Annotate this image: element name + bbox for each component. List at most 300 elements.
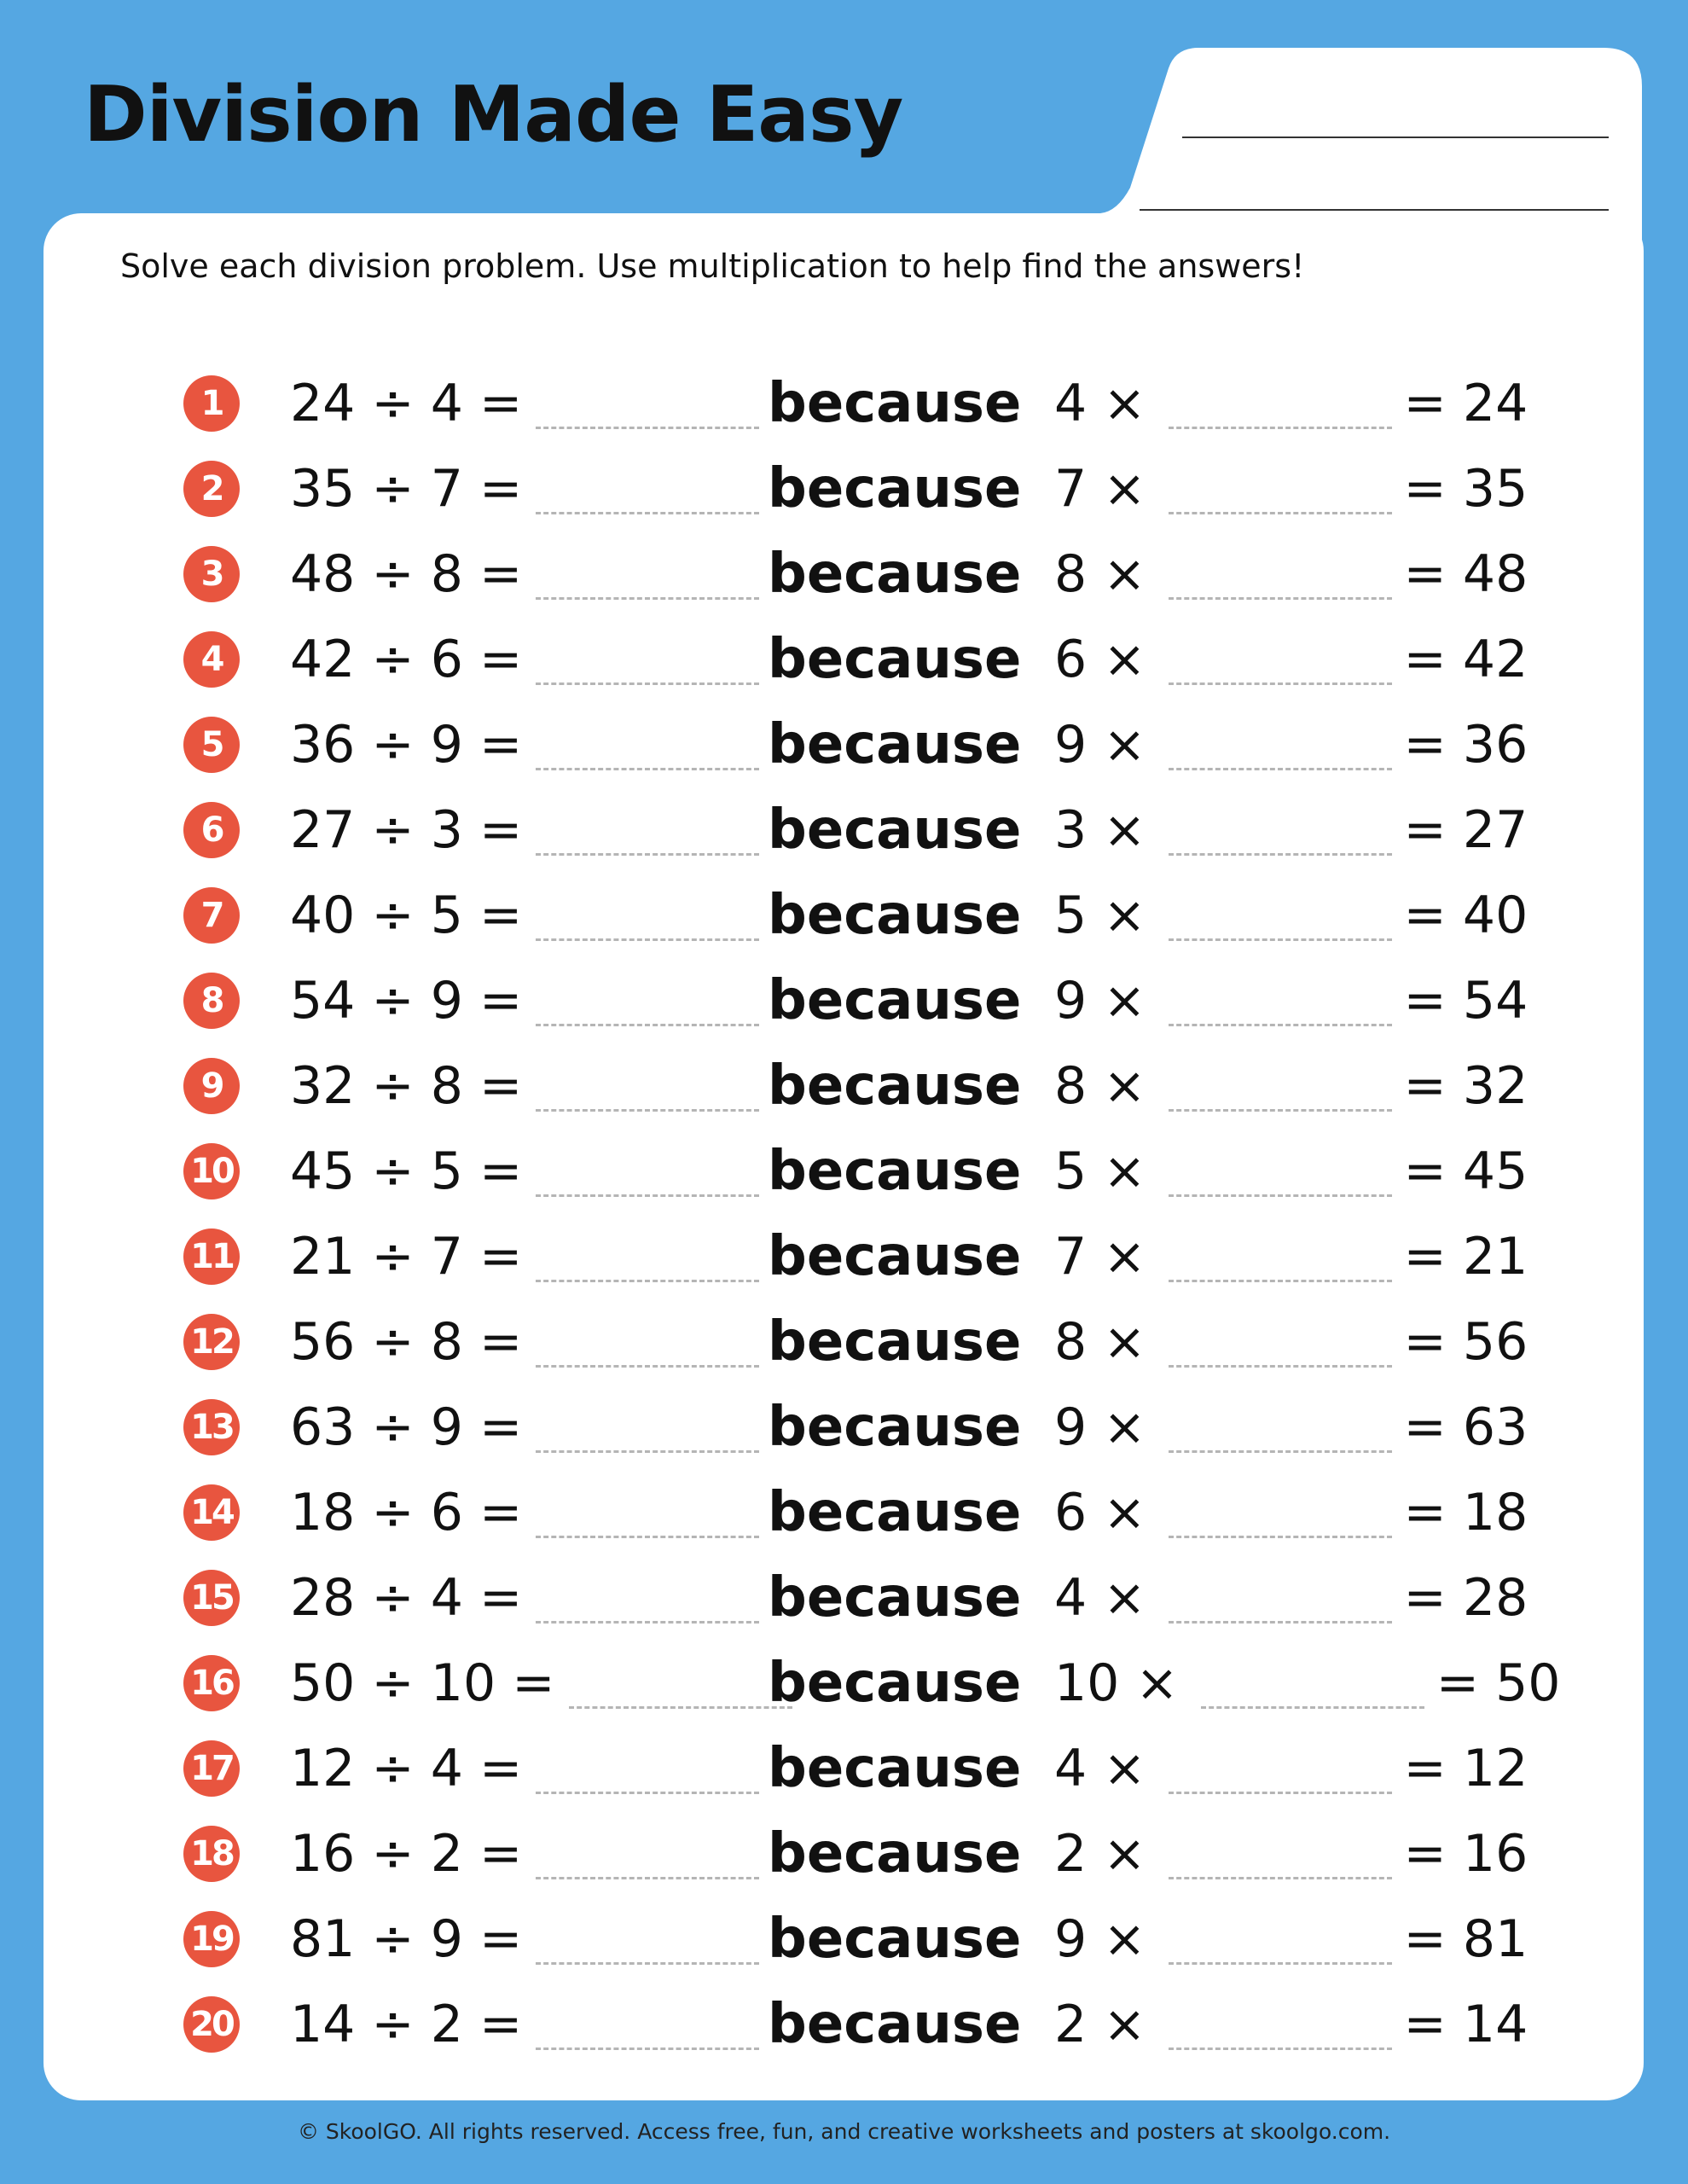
equals-sign: =	[1403, 1227, 1463, 1287]
multiplication-check	[1054, 531, 1528, 617]
equals-sign: =	[1403, 1739, 1463, 1798]
factor-answer-blank[interactable]	[1169, 549, 1392, 600]
divide-sign: ÷	[355, 971, 431, 1031]
times-sign: ×	[1087, 544, 1146, 604]
times-sign: ×	[1119, 1653, 1179, 1713]
product: 32	[1462, 1056, 1528, 1116]
equals-sign: =	[1403, 544, 1463, 604]
divisor: 7	[430, 1227, 463, 1287]
because-label: because	[768, 1310, 1022, 1374]
dividend: 56	[290, 1312, 356, 1372]
times-sign: ×	[1087, 1995, 1146, 2054]
equals-sign: =	[1403, 1397, 1463, 1457]
multiplication-check	[1054, 1555, 1528, 1641]
problem-number-badge: 15	[183, 1570, 240, 1626]
dividend: 63	[290, 1397, 356, 1457]
multiplier: 9	[1054, 1909, 1088, 1969]
product: 27	[1462, 800, 1528, 860]
quotient-answer-blank[interactable]	[536, 463, 759, 514]
multiplication-check	[1054, 787, 1528, 873]
division-expression	[290, 531, 759, 617]
factor-answer-blank[interactable]	[1201, 1658, 1424, 1709]
factor-answer-blank[interactable]	[1169, 1572, 1392, 1623]
because-label: because	[768, 1652, 1022, 1715]
quotient-answer-blank[interactable]	[536, 1572, 759, 1623]
quotient-answer-blank[interactable]	[536, 1402, 759, 1453]
problem-number-badge: 2	[183, 461, 240, 517]
divisor: 9	[430, 1397, 463, 1457]
divisor: 7	[430, 459, 463, 519]
multiplier: 6	[1054, 1483, 1088, 1542]
equals-sign: =	[462, 800, 523, 860]
product: 12	[1462, 1739, 1528, 1798]
problem-row	[0, 702, 1688, 787]
equals-sign: =	[1403, 800, 1463, 860]
product: 50	[1495, 1653, 1561, 1713]
problem-row	[0, 958, 1688, 1043]
equals-sign: =	[462, 1909, 523, 1969]
dividend: 81	[290, 1909, 356, 1969]
because-label: because	[768, 799, 1022, 862]
equals-sign: =	[462, 1483, 523, 1542]
because-label: because	[768, 1566, 1022, 1629]
problem-row	[0, 873, 1688, 958]
times-sign: ×	[1087, 800, 1146, 860]
division-expression	[290, 361, 759, 446]
times-sign: ×	[1087, 459, 1146, 519]
product: 63	[1462, 1397, 1528, 1457]
factor-answer-blank[interactable]	[1169, 1146, 1392, 1197]
product: 35	[1462, 459, 1528, 519]
divisor: 9	[430, 1909, 463, 1969]
divide-sign: ÷	[355, 374, 431, 433]
problem-number-badge: 13	[183, 1399, 240, 1455]
multiplication-check	[1054, 873, 1528, 958]
problem-row	[0, 361, 1688, 446]
divisor: 9	[430, 715, 463, 775]
times-sign: ×	[1087, 886, 1146, 945]
factor-answer-blank[interactable]	[1169, 719, 1392, 770]
dividend: 12	[290, 1739, 356, 1798]
multiplication-check	[1054, 361, 1528, 446]
times-sign: ×	[1087, 630, 1146, 689]
problem-row	[0, 446, 1688, 531]
divide-sign: ÷	[355, 459, 431, 519]
equals-sign: =	[462, 459, 523, 519]
because-label: because	[768, 1396, 1022, 1459]
divide-sign: ÷	[355, 886, 431, 945]
quotient-answer-blank[interactable]	[536, 890, 759, 941]
problem-number-badge: 19	[183, 1911, 240, 1967]
multiplication-check	[1054, 1470, 1528, 1555]
because-label: because	[768, 372, 1022, 435]
divide-sign: ÷	[355, 1909, 431, 1969]
divisor: 5	[430, 1141, 463, 1201]
factor-answer-blank[interactable]	[1169, 1402, 1392, 1453]
multiplication-check	[1054, 958, 1528, 1043]
factor-answer-blank[interactable]	[1169, 1316, 1392, 1368]
division-expression	[290, 1811, 759, 1896]
dividend: 32	[290, 1056, 356, 1116]
because-label: because	[768, 1054, 1022, 1118]
quotient-answer-blank[interactable]	[536, 1316, 759, 1368]
division-expression	[290, 1726, 759, 1811]
equals-sign: =	[462, 1312, 523, 1372]
problem-number-badge: 1	[183, 375, 240, 432]
quotient-answer-blank[interactable]	[536, 1487, 759, 1538]
divide-sign: ÷	[355, 1483, 431, 1542]
equals-sign: =	[462, 1824, 523, 1884]
equals-sign: =	[462, 630, 523, 689]
problem-row	[0, 1726, 1688, 1811]
quotient-answer-blank[interactable]	[536, 719, 759, 770]
divide-sign: ÷	[355, 1653, 431, 1713]
multiplier: 10	[1054, 1653, 1120, 1713]
divisor: 4	[430, 1739, 463, 1798]
problem-number-badge: 10	[183, 1143, 240, 1199]
quotient-answer-blank[interactable]	[536, 1743, 759, 1794]
multiplication-check	[1054, 1896, 1528, 1982]
problem-row	[0, 1043, 1688, 1129]
division-expression	[290, 1470, 759, 1555]
product: 18	[1462, 1483, 1528, 1542]
because-label: because	[768, 1908, 1022, 1971]
divide-sign: ÷	[355, 1227, 431, 1287]
dividend: 28	[290, 1568, 356, 1628]
multiplier: 2	[1054, 1995, 1088, 2054]
problem-row	[0, 1811, 1688, 1896]
equals-sign: =	[462, 1568, 523, 1628]
problem-row	[0, 1982, 1688, 2067]
product: 81	[1462, 1909, 1528, 1969]
multiplier: 4	[1054, 1568, 1088, 1628]
product: 14	[1462, 1995, 1528, 2054]
product: 28	[1462, 1568, 1528, 1628]
problem-number-badge: 7	[183, 887, 240, 944]
equals-sign: =	[1403, 630, 1463, 689]
divisor: 8	[430, 1312, 463, 1372]
times-sign: ×	[1087, 1739, 1146, 1798]
factor-answer-blank[interactable]	[1169, 1487, 1392, 1538]
divisor: 6	[430, 1483, 463, 1542]
quotient-answer-blank[interactable]	[536, 378, 759, 429]
equals-sign: =	[1403, 971, 1463, 1031]
problem-row	[0, 1299, 1688, 1385]
multiplier: 7	[1054, 1227, 1088, 1287]
equals-sign: =	[462, 374, 523, 433]
quotient-answer-blank[interactable]	[536, 1999, 759, 2050]
page-title: Division Made Easy	[84, 70, 903, 160]
factor-answer-blank[interactable]	[1169, 463, 1392, 514]
because-label: because	[768, 1140, 1022, 1203]
problem-number-badge: 16	[183, 1655, 240, 1711]
multiplication-check	[1054, 617, 1528, 702]
divide-sign: ÷	[355, 1312, 431, 1372]
equals-sign: =	[1436, 1653, 1496, 1713]
dividend: 27	[290, 800, 356, 860]
multiplication-check	[1054, 1214, 1528, 1299]
multiplication-check	[1054, 1811, 1528, 1896]
multiplication-check	[1054, 1641, 1560, 1726]
dividend: 45	[290, 1141, 356, 1201]
dividend: 48	[290, 544, 356, 604]
divide-sign: ÷	[355, 1141, 431, 1201]
division-expression	[290, 1214, 759, 1299]
product: 48	[1462, 544, 1528, 604]
problem-row	[0, 1470, 1688, 1555]
multiplier: 5	[1054, 886, 1088, 945]
equals-sign: =	[1403, 715, 1463, 775]
times-sign: ×	[1087, 1568, 1146, 1628]
equals-sign: =	[1403, 886, 1463, 945]
because-label: because	[768, 628, 1022, 691]
product: 16	[1462, 1824, 1528, 1884]
because-label: because	[768, 1822, 1022, 1885]
dividend: 42	[290, 630, 356, 689]
multiplication-check	[1054, 1043, 1528, 1129]
problem-number-badge: 4	[183, 631, 240, 688]
problem-number-badge: 20	[183, 1996, 240, 2053]
multiplication-check	[1054, 1299, 1528, 1385]
divisor: 2	[430, 1824, 463, 1884]
divisor: 10	[430, 1653, 496, 1713]
because-label: because	[768, 543, 1022, 606]
division-expression	[290, 787, 759, 873]
equals-sign: =	[462, 971, 523, 1031]
multiplier: 8	[1054, 544, 1088, 604]
factor-answer-blank[interactable]	[1169, 1914, 1392, 1965]
date-line[interactable]	[1140, 209, 1609, 211]
equals-sign: =	[462, 886, 523, 945]
name-line[interactable]	[1182, 136, 1609, 138]
product: 21	[1462, 1227, 1528, 1287]
problem-row	[0, 1896, 1688, 1982]
factor-answer-blank[interactable]	[1169, 1743, 1392, 1794]
equals-sign: =	[496, 1653, 555, 1713]
divide-sign: ÷	[355, 1568, 431, 1628]
equals-sign: =	[1403, 459, 1463, 519]
equals-sign: =	[462, 1397, 523, 1457]
problem-row	[0, 1555, 1688, 1641]
multiplier: 6	[1054, 630, 1088, 689]
multiplier: 7	[1054, 459, 1088, 519]
quotient-answer-blank[interactable]	[536, 1231, 759, 1282]
equals-sign: =	[462, 1141, 523, 1201]
divide-sign: ÷	[355, 544, 431, 604]
quotient-answer-blank[interactable]	[536, 1146, 759, 1197]
equals-sign: =	[1403, 1568, 1463, 1628]
product: 42	[1462, 630, 1528, 689]
equals-sign: =	[462, 1995, 523, 2054]
multiplier: 3	[1054, 800, 1088, 860]
quotient-answer-blank[interactable]	[536, 634, 759, 685]
dividend: 24	[290, 374, 356, 433]
multiplication-check	[1054, 1385, 1528, 1470]
product: 54	[1462, 971, 1528, 1031]
equals-sign: =	[1403, 1056, 1463, 1116]
problem-number-badge: 6	[183, 802, 240, 858]
copyright-footer: © SkoolGO. All rights reserved. Access free, fun, and creative worksheets and posters at skoolgo.com.	[297, 2119, 1391, 2144]
problem-row	[0, 1129, 1688, 1214]
multiplication-check	[1054, 702, 1528, 787]
multiplier: 4	[1054, 374, 1088, 433]
multiplier: 8	[1054, 1312, 1088, 1372]
dividend: 14	[290, 1995, 356, 2054]
multiplier: 4	[1054, 1739, 1088, 1798]
problem-number-badge: 12	[183, 1314, 240, 1370]
division-expression	[290, 446, 759, 531]
dividend: 18	[290, 1483, 356, 1542]
product: 56	[1462, 1312, 1528, 1372]
quotient-answer-blank[interactable]	[536, 1914, 759, 1965]
times-sign: ×	[1087, 1483, 1146, 1542]
divide-sign: ÷	[355, 1824, 431, 1884]
quotient-answer-blank[interactable]	[536, 804, 759, 856]
multiplication-check	[1054, 1726, 1528, 1811]
times-sign: ×	[1087, 1227, 1146, 1287]
dividend: 40	[290, 886, 356, 945]
times-sign: ×	[1087, 971, 1146, 1031]
problem-number-badge: 18	[183, 1826, 240, 1882]
factor-answer-blank[interactable]	[1169, 1060, 1392, 1112]
problem-row	[0, 1641, 1688, 1726]
problem-row	[0, 1214, 1688, 1299]
divisor: 8	[430, 544, 463, 604]
problem-row	[0, 531, 1688, 617]
multiplier: 9	[1054, 1397, 1088, 1457]
factor-answer-blank[interactable]	[1169, 378, 1392, 429]
division-expression	[290, 702, 759, 787]
divide-sign: ÷	[355, 1397, 431, 1457]
division-expression	[290, 617, 759, 702]
problem-number-badge: 3	[183, 546, 240, 602]
factor-answer-blank[interactable]	[1169, 975, 1392, 1026]
equals-sign: =	[1403, 1312, 1463, 1372]
problem-number-badge: 17	[183, 1740, 240, 1797]
dividend: 35	[290, 459, 356, 519]
divisor: 4	[430, 374, 463, 433]
dividend: 36	[290, 715, 356, 775]
factor-answer-blank[interactable]	[1169, 890, 1392, 941]
factor-answer-blank[interactable]	[1169, 1828, 1392, 1879]
times-sign: ×	[1087, 1909, 1146, 1969]
division-expression	[290, 1043, 759, 1129]
equals-sign: =	[1403, 1141, 1463, 1201]
divisor: 3	[430, 800, 463, 860]
because-label: because	[768, 1737, 1022, 1800]
times-sign: ×	[1087, 374, 1146, 433]
multiplier: 2	[1054, 1824, 1088, 1884]
multiplier: 9	[1054, 715, 1088, 775]
because-label: because	[768, 713, 1022, 776]
division-expression	[290, 1385, 759, 1470]
problem-number-badge: 14	[183, 1484, 240, 1541]
dividend: 21	[290, 1227, 356, 1287]
divide-sign: ÷	[355, 1995, 431, 2054]
quotient-answer-blank[interactable]	[536, 1060, 759, 1112]
division-expression	[290, 1299, 759, 1385]
times-sign: ×	[1087, 1141, 1146, 1201]
quotient-answer-blank[interactable]	[536, 1828, 759, 1879]
divisor: 5	[430, 886, 463, 945]
dividend: 54	[290, 971, 356, 1031]
equals-sign: =	[462, 1227, 523, 1287]
factor-answer-blank[interactable]	[1169, 804, 1392, 856]
because-label: because	[768, 1225, 1022, 1288]
multiplication-check	[1054, 446, 1528, 531]
divide-sign: ÷	[355, 1739, 431, 1798]
factor-answer-blank[interactable]	[1169, 1999, 1392, 2050]
factor-answer-blank[interactable]	[1169, 634, 1392, 685]
times-sign: ×	[1087, 1824, 1146, 1884]
divisor: 4	[430, 1568, 463, 1628]
division-expression	[290, 1982, 759, 2067]
quotient-answer-blank[interactable]	[569, 1658, 792, 1709]
times-sign: ×	[1087, 1312, 1146, 1372]
because-label: because	[768, 1993, 1022, 2056]
quotient-answer-blank[interactable]	[536, 549, 759, 600]
equals-sign: =	[1403, 1909, 1463, 1969]
equals-sign: =	[1403, 1483, 1463, 1542]
dividend: 16	[290, 1824, 356, 1884]
problem-row	[0, 787, 1688, 873]
problem-number-badge: 5	[183, 717, 240, 773]
division-expression	[290, 873, 759, 958]
quotient-answer-blank[interactable]	[536, 975, 759, 1026]
division-expression	[290, 1896, 759, 1982]
multiplication-check	[1054, 1129, 1528, 1214]
times-sign: ×	[1087, 1056, 1146, 1116]
product: 40	[1462, 886, 1528, 945]
division-expression	[290, 1555, 759, 1641]
equals-sign: =	[462, 544, 523, 604]
divisor: 8	[430, 1056, 463, 1116]
multiplier: 8	[1054, 1056, 1088, 1116]
equals-sign: =	[462, 1739, 523, 1798]
dividend: 50	[290, 1653, 356, 1713]
times-sign: ×	[1087, 715, 1146, 775]
instructions: Solve each division problem. Use multiplication to help find the answers!	[120, 247, 1305, 285]
because-label: because	[768, 1481, 1022, 1544]
because-label: because	[768, 457, 1022, 520]
division-expression	[290, 958, 759, 1043]
because-label: because	[768, 884, 1022, 947]
equals-sign: =	[1403, 1995, 1463, 2054]
equals-sign: =	[1403, 1824, 1463, 1884]
times-sign: ×	[1087, 1397, 1146, 1457]
divisor: 6	[430, 630, 463, 689]
multiplier: 5	[1054, 1141, 1088, 1201]
equals-sign: =	[1403, 374, 1463, 433]
equals-sign: =	[462, 715, 523, 775]
product: 24	[1462, 374, 1528, 433]
problem-row	[0, 1385, 1688, 1470]
problem-row	[0, 617, 1688, 702]
multiplication-check	[1054, 1982, 1528, 2067]
divisor: 9	[430, 971, 463, 1031]
because-label: because	[768, 969, 1022, 1032]
problem-number-badge: 8	[183, 973, 240, 1029]
divide-sign: ÷	[355, 715, 431, 775]
divisor: 2	[430, 1995, 463, 2054]
product: 45	[1462, 1141, 1528, 1201]
multiplier: 9	[1054, 971, 1088, 1031]
equals-sign: =	[462, 1056, 523, 1116]
division-expression	[290, 1641, 792, 1726]
factor-answer-blank[interactable]	[1169, 1231, 1392, 1282]
product: 36	[1462, 715, 1528, 775]
divide-sign: ÷	[355, 1056, 431, 1116]
